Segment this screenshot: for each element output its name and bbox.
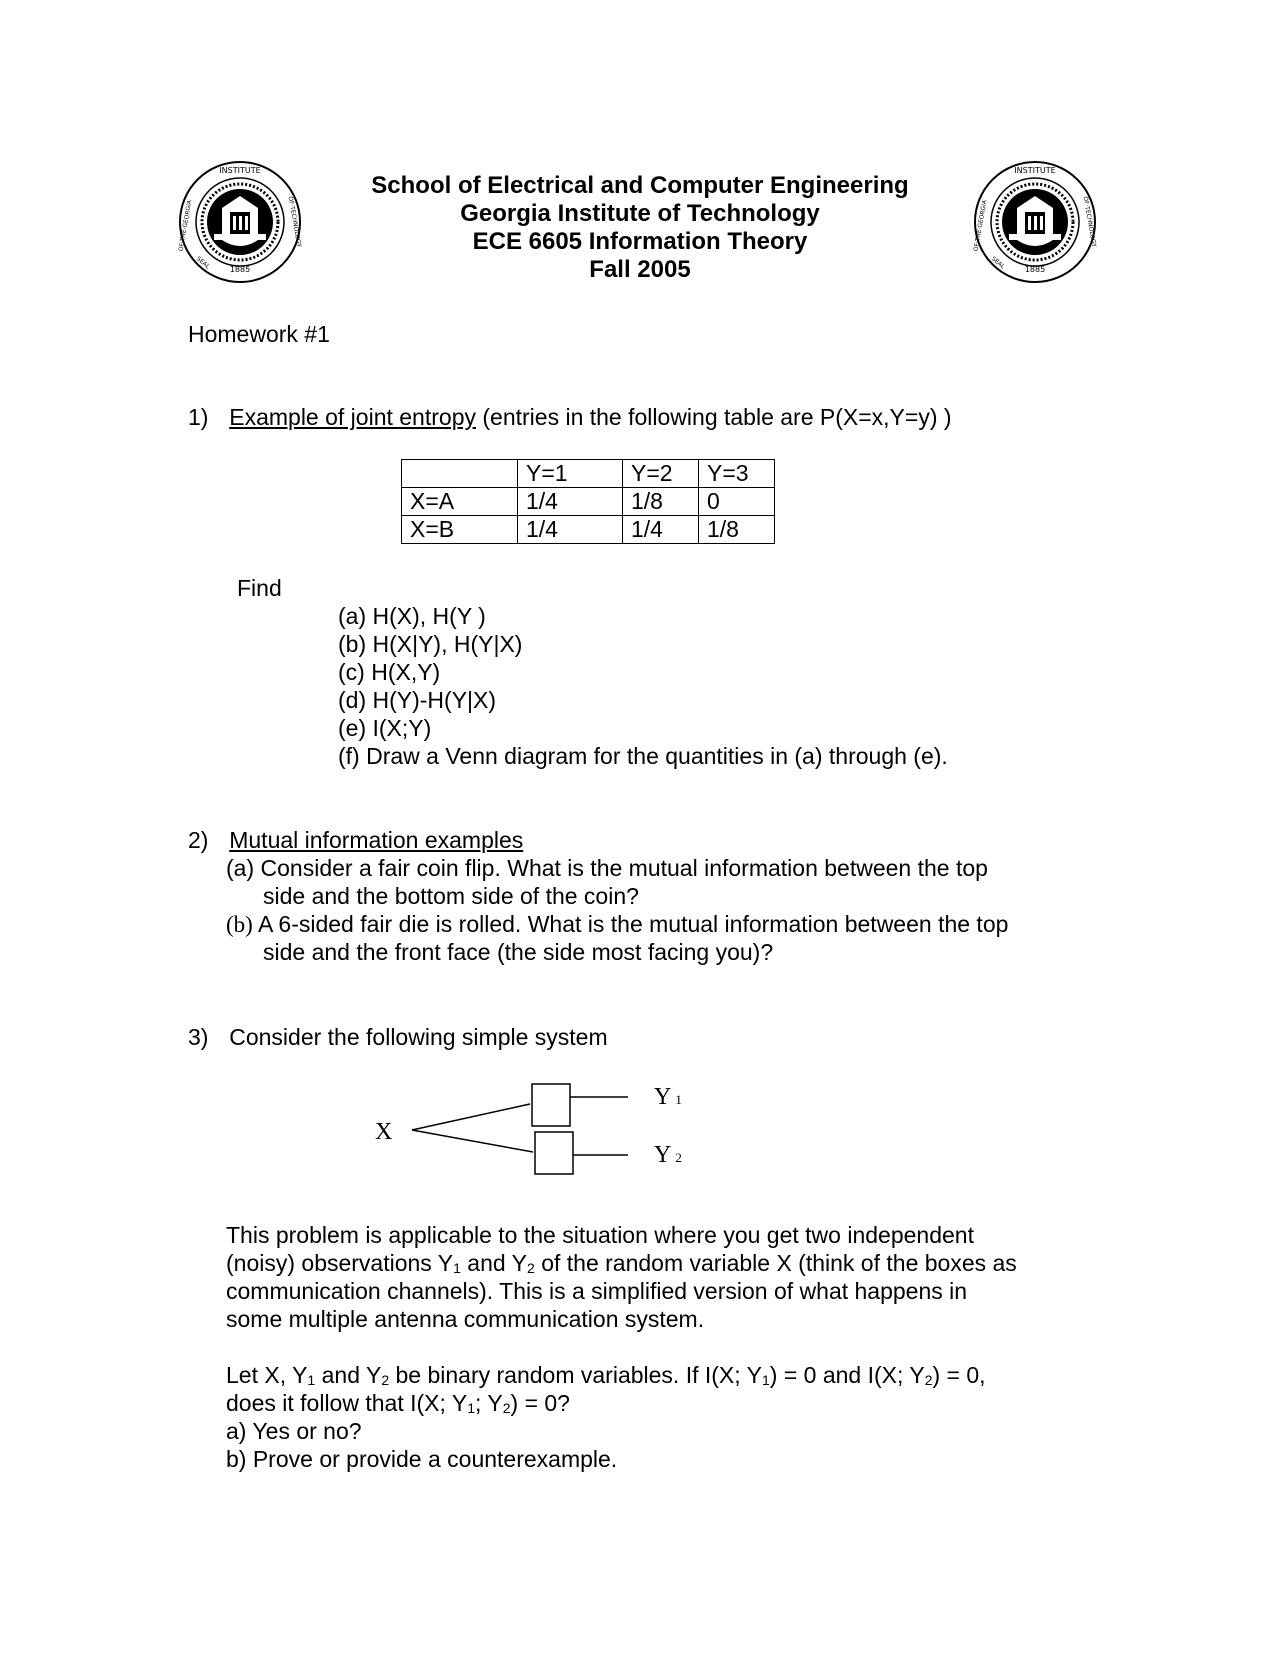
table-cell: X=B [402, 516, 518, 544]
diagram-y2-label: Y 2 [654, 1142, 682, 1168]
q3-paragraph-1-line-1: This problem is applicable to the situation where you get two independent [226, 1222, 974, 1248]
table-cell: 1/4 [518, 488, 623, 516]
q3-part-a: a) Yes or no? [226, 1418, 362, 1444]
table-cell: X=A [402, 488, 518, 516]
channel-box-2 [535, 1132, 573, 1174]
institute-name: Georgia Institute of Technology [460, 200, 820, 227]
svg-text:OF·TECHNOLOGY: OF·TECHNOLOGY [286, 195, 302, 248]
table-cell: 1/4 [518, 516, 623, 544]
system-diagram [360, 1060, 700, 1180]
svg-text:1885: 1885 [229, 265, 251, 274]
find-label: Find [237, 575, 282, 601]
document-header [300, 172, 980, 284]
table-header-row [402, 460, 775, 488]
table-header-cell: Y=1 [518, 460, 623, 488]
table-header-cell: Y=2 [623, 460, 699, 488]
svg-text:INSTITUTE: INSTITUTE [219, 166, 261, 175]
branch-line-bottom [412, 1130, 533, 1152]
table-header-cell: Y=3 [699, 460, 775, 488]
q1-number: 1) [188, 404, 209, 430]
q3-heading [188, 1023, 608, 1051]
q3-paragraph-1-line-4: some multiple antenna communication system. [226, 1306, 705, 1332]
svg-text:SEAL: SEAL [194, 255, 211, 271]
homework-title: Homework #1 [188, 321, 330, 347]
q1-part-b: (b) H(X|Y), H(Y|X) [338, 631, 523, 657]
branch-line-top [412, 1104, 530, 1130]
q3-number: 3) [188, 1024, 209, 1050]
q2-title: Mutual information examples [229, 827, 524, 853]
q2-heading [188, 826, 523, 854]
q1-heading [188, 403, 952, 431]
q3-paragraph-1-line-2: (noisy) observations $Y_1$ and $Y_2$ of the random variable X (think of the boxes as [226, 1250, 1017, 1276]
table-row [402, 488, 775, 516]
q2-part-b-continued: side and the front face (the side most facing you)? [263, 939, 774, 965]
q3-paragraph-2-line-1: Let X, $Y_1$ and $Y_2$ be binary random variables. If I(X; $Y_1) = 0$ and I(X; $Y_2) = 0$, [226, 1362, 986, 1388]
q1-description: (entries in the following table are P(X=x,Y=y) ) [475, 404, 952, 430]
school-name: School of Electrical and Computer Engineering [371, 172, 909, 199]
q2-part-a [226, 854, 988, 882]
q3-paragraph-2-line-2: does it follow that I(X; $Y_1$; $Y_2) = 0$? [226, 1390, 570, 1416]
table-row [402, 516, 775, 544]
joint-probability-table [401, 459, 775, 544]
svg-text:INSTITUTE: INSTITUTE [1014, 166, 1056, 175]
q2-part-b-label: (b) [226, 912, 253, 937]
q2-part-a-text: Consider a fair coin flip. What is the mutual information between the top [260, 855, 988, 881]
diagram-y1-label: Y 1 [654, 1084, 682, 1110]
georgia-tech-seal-left [178, 160, 302, 284]
q3-paragraph-1-line-3: communication channels). This is a simplified version of what happens in [226, 1278, 968, 1304]
q2-number: 2) [188, 827, 209, 853]
table-cell: 1/8 [699, 516, 775, 544]
svg-text:OF·THE·GEORGIA: OF·THE·GEORGIA [973, 199, 989, 252]
q2-part-b [226, 910, 1008, 939]
channel-box-1 [532, 1084, 570, 1126]
q1-part-c: (c) H(X,Y) [338, 659, 441, 685]
diagram-x-label: X [375, 1119, 393, 1145]
q2-part-a-label: (a) [226, 855, 255, 881]
q3-title: Consider the following simple system [229, 1024, 608, 1050]
q3-part-b: b) Prove or provide a counterexample. [226, 1446, 618, 1472]
q2-part-b-text: A 6-sided fair die is rolled. What is the mutual information between the top [257, 911, 1009, 937]
q1-part-f: (f) Draw a Venn diagram for the quantities in (a) through (e). [338, 743, 948, 769]
svg-text:OF·TECHNOLOGY: OF·TECHNOLOGY [1081, 195, 1097, 248]
svg-text:SEAL: SEAL [989, 255, 1006, 271]
table-cell: 1/8 [623, 488, 699, 516]
q1-part-e: (e) I(X;Y) [338, 715, 432, 741]
q1-part-a: (a) H(X), H(Y ) [338, 603, 486, 629]
q2-part-a-continued: side and the bottom side of the coin? [263, 883, 639, 909]
q1-title: Example of joint entropy [229, 404, 476, 430]
georgia-tech-seal-right [973, 160, 1097, 284]
svg-text:1885: 1885 [1024, 265, 1046, 274]
q1-part-d: (d) H(Y)-H(Y|X) [338, 687, 497, 713]
svg-text:OF·THE·GEORGIA: OF·THE·GEORGIA [178, 199, 194, 252]
semester: Fall 2005 [589, 256, 691, 283]
course-title: ECE 6605 Information Theory [472, 228, 808, 255]
table-cell: 0 [699, 488, 775, 516]
table-header-cell [402, 460, 518, 488]
table-cell: 1/4 [623, 516, 699, 544]
